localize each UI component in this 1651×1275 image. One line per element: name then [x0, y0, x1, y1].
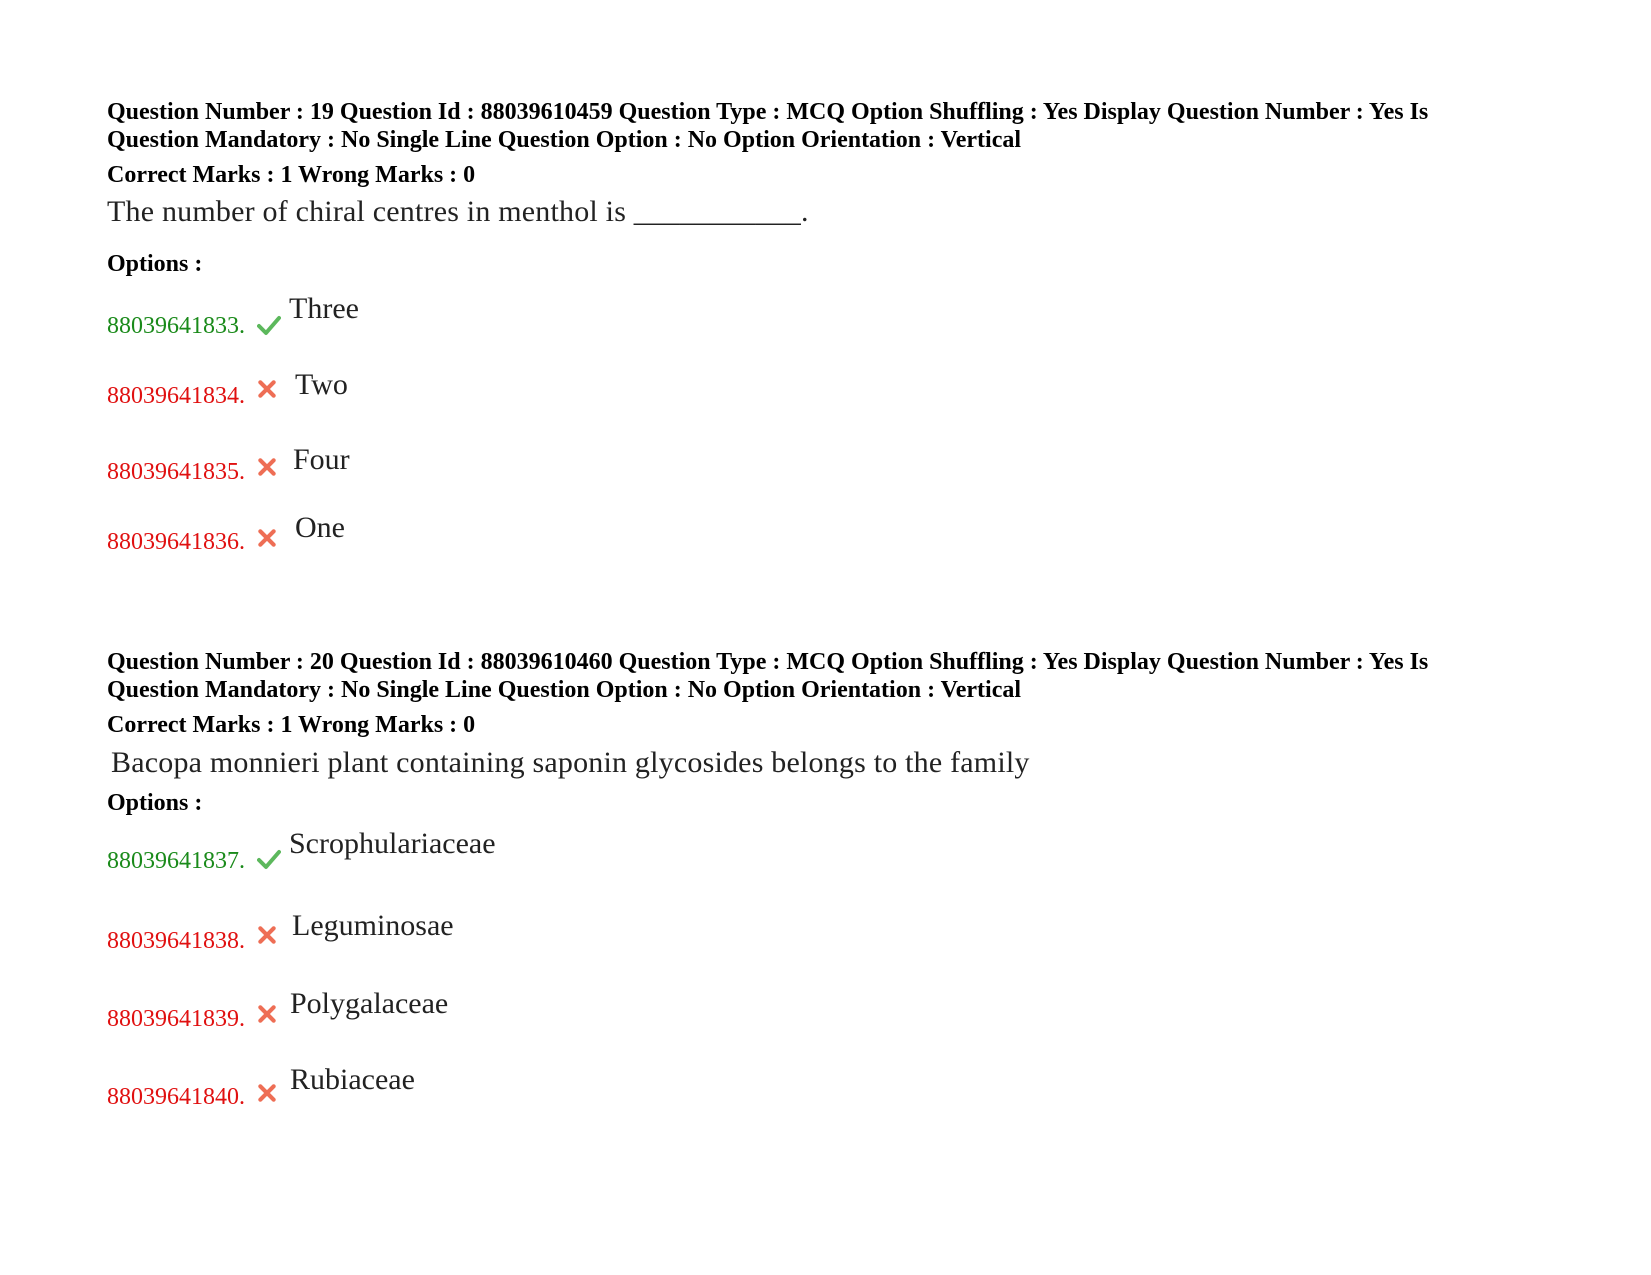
option-text: Scrophulariaceae	[289, 827, 496, 860]
check-icon	[257, 847, 281, 871]
option-id: 88039641836.	[107, 529, 245, 555]
options-label: Options :	[107, 251, 203, 277]
question-meta	[107, 98, 1547, 154]
option-id: 88039641839.	[107, 1006, 245, 1032]
option-text: Leguminosae	[292, 909, 454, 942]
question-block-20	[107, 648, 1547, 1137]
option-text: Three	[289, 292, 359, 325]
option-text: One	[295, 511, 345, 544]
option-text: Four	[293, 443, 350, 476]
option-id: 88039641838.	[107, 928, 245, 954]
cross-icon	[257, 1083, 277, 1103]
option-item	[107, 1063, 1547, 1137]
option-text: Two	[295, 368, 348, 401]
option-id: 88039641840.	[107, 1084, 245, 1110]
option-text: Polygalaceae	[290, 987, 449, 1020]
option-id: 88039641837.	[107, 848, 245, 874]
option-item	[107, 364, 1547, 440]
question-meta	[107, 648, 1547, 704]
cross-icon	[257, 528, 277, 548]
cross-icon	[257, 925, 277, 945]
cross-icon	[257, 1004, 277, 1024]
option-id: 88039641833.	[107, 313, 245, 339]
option-id: 88039641835.	[107, 459, 245, 485]
option-item	[107, 292, 1547, 364]
option-item	[107, 511, 1547, 584]
cross-icon	[257, 457, 277, 477]
question-marks: Correct Marks : 1 Wrong Marks : 0	[107, 712, 476, 738]
option-text: Rubiaceae	[290, 1063, 415, 1096]
question-meta-line-2: Question Mandatory : No Single Line Question Option : No Option Orientation : Vertical	[107, 677, 1022, 703]
option-item	[107, 440, 1547, 514]
option-id: 88039641834.	[107, 383, 245, 409]
question-text: Bacopa monnieri plant containing saponin glycosides belongs to the family	[111, 746, 1030, 779]
option-item	[107, 907, 1547, 987]
question-text: The number of chiral centres in menthol is ___________.	[107, 195, 809, 228]
option-item	[107, 987, 1547, 1067]
question-meta-line-1: Question Number : 20 Question Id : 88039610460 Question Type : MCQ Option Shuffling : Yes Display Question Number : Yes Is	[107, 649, 1429, 675]
options-label: Options :	[107, 790, 203, 816]
question-meta-line-1: Question Number : 19 Question Id : 88039610459 Question Type : MCQ Option Shuffling : Yes Display Question Number : Yes Is	[107, 99, 1429, 125]
cross-icon	[257, 379, 277, 399]
question-marks: Correct Marks : 1 Wrong Marks : 0	[107, 162, 476, 188]
option-item	[107, 827, 1547, 907]
question-block-19	[107, 98, 1547, 584]
check-icon	[257, 313, 281, 337]
question-meta-line-2: Question Mandatory : No Single Line Question Option : No Option Orientation : Vertical	[107, 127, 1022, 153]
